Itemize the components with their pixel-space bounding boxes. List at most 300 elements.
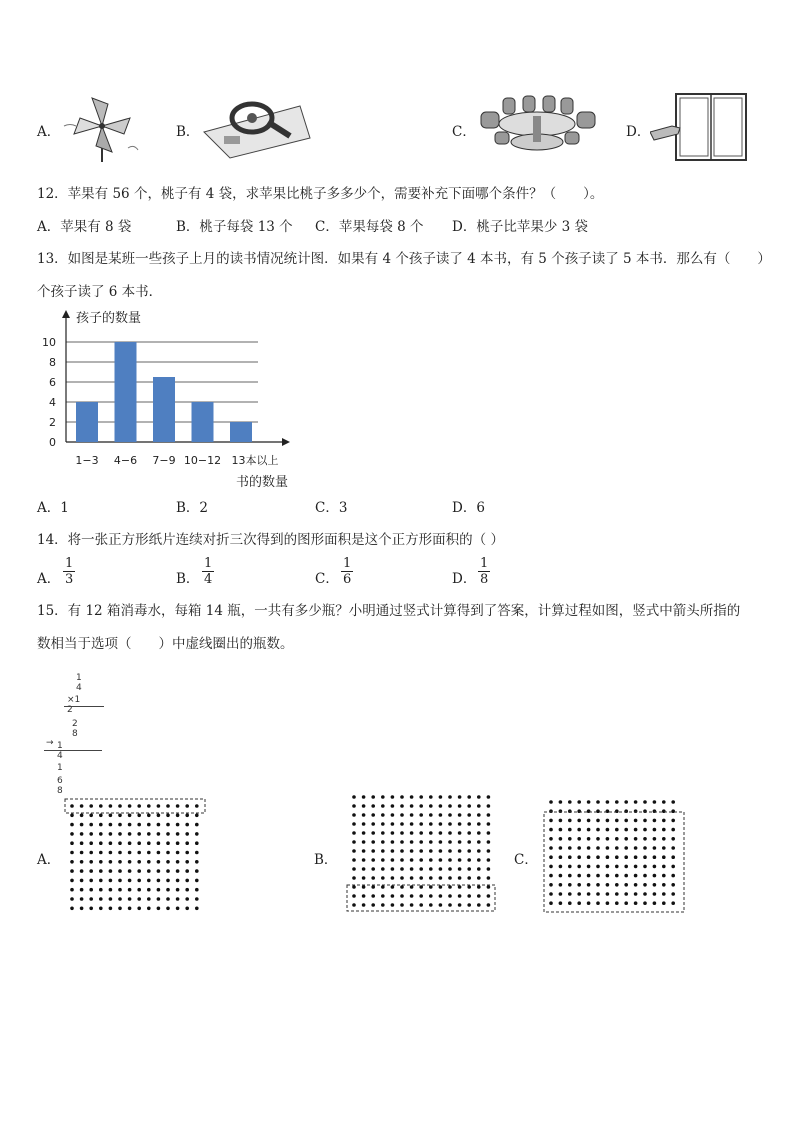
bottle-dot <box>157 869 161 873</box>
bottle-dot <box>653 874 657 878</box>
vm-line1 <box>64 706 104 707</box>
bottle-dot <box>467 903 471 907</box>
x-tick-label: 13本以上 <box>231 454 279 467</box>
bottle-dot <box>362 840 366 844</box>
bottle-dot <box>109 804 113 808</box>
bottle-dot <box>467 858 471 862</box>
bottle-dot <box>410 831 414 835</box>
bottle-dot <box>400 840 404 844</box>
bottle-dot <box>662 846 666 850</box>
bottle-dot <box>80 869 84 873</box>
bottle-dot <box>70 832 74 836</box>
bottle-dot <box>99 823 103 827</box>
bottle-dot <box>89 888 93 892</box>
bottle-dot <box>615 874 619 878</box>
bottle-dot <box>568 874 572 878</box>
bottle-dot <box>606 874 610 878</box>
bottle-dot <box>671 855 675 859</box>
bottle-dot <box>568 865 572 869</box>
bottle-dot <box>653 883 657 887</box>
bottle-dot <box>128 897 132 901</box>
y-tick-label: 8 <box>49 356 56 369</box>
bottle-dot <box>147 860 151 864</box>
bottle-dot <box>185 851 189 855</box>
bottle-dot <box>89 823 93 827</box>
bottle-dot <box>643 837 647 841</box>
bottle-dot <box>362 867 366 871</box>
bottle-dot <box>671 883 675 887</box>
bottle-dot <box>371 885 375 889</box>
bottle-dot <box>624 892 628 896</box>
bottle-dot <box>185 860 189 864</box>
q12-option-d[interactable]: D．桃子比苹果少 3 袋 <box>452 219 588 235</box>
bottle-dot <box>195 814 199 818</box>
bottle-dot <box>568 901 572 905</box>
vm-row1: 1 4 <box>76 673 91 693</box>
bottle-dot <box>381 885 385 889</box>
bottle-dot <box>419 903 423 907</box>
q15-stem-line2: 数相当于选项（ ）中虚线圈出的瓶数。 <box>37 636 294 652</box>
bottle-dot <box>118 804 122 808</box>
bottle-dot <box>615 837 619 841</box>
bottle-dot <box>80 851 84 855</box>
bottle-dot <box>477 822 481 826</box>
bottle-dot <box>458 813 462 817</box>
bottle-dot <box>195 832 199 836</box>
bottle-dot <box>128 804 132 808</box>
bottle-dot <box>381 840 385 844</box>
bottle-dot <box>419 822 423 826</box>
bottle-dot <box>615 855 619 859</box>
bottle-dot <box>128 823 132 827</box>
bottle-dot <box>643 883 647 887</box>
option-label: A． <box>37 571 61 587</box>
bottle-dot <box>362 813 366 817</box>
bottle-dot <box>166 841 170 845</box>
bottle-dot <box>606 892 610 896</box>
bottle-dot <box>371 903 375 907</box>
bottle-dot <box>439 876 443 880</box>
bottle-dot <box>587 846 591 850</box>
bottle-dot <box>400 822 404 826</box>
bottle-dot <box>80 823 84 827</box>
bottle-dot <box>195 907 199 911</box>
bottle-dot <box>577 883 581 887</box>
bottle-dot <box>458 903 462 907</box>
bottle-dot <box>662 865 666 869</box>
bottle-dot <box>477 795 481 799</box>
bottle-dot <box>147 841 151 845</box>
bottle-dot <box>653 855 657 859</box>
bottle-dot <box>559 892 563 896</box>
bottle-dot <box>400 795 404 799</box>
q13-option-b[interactable]: B．2 <box>176 500 209 516</box>
bottle-dot <box>419 876 423 880</box>
bottle-dot <box>391 831 395 835</box>
bottle-dot <box>70 897 74 901</box>
bottle-dot <box>477 813 481 817</box>
bottle-dot <box>176 804 180 808</box>
bottle-dot <box>624 828 628 832</box>
bottle-dot <box>643 855 647 859</box>
bottle-dot <box>118 869 122 873</box>
bottle-dot <box>587 828 591 832</box>
bottle-dot <box>362 876 366 880</box>
bottle-dot <box>671 819 675 823</box>
bottle-dot <box>176 814 180 818</box>
bottle-dot <box>458 858 462 862</box>
bottle-dot <box>419 804 423 808</box>
bottle-dot <box>549 846 553 850</box>
bottle-dot <box>109 823 113 827</box>
bottle-dot <box>89 841 93 845</box>
bottle-dot <box>559 855 563 859</box>
bottle-dot <box>176 860 180 864</box>
bottle-dot <box>439 795 443 799</box>
bottle-dot <box>587 837 591 841</box>
bottle-dot <box>381 795 385 799</box>
bottle-dot <box>352 804 356 808</box>
bottle-dot <box>128 888 132 892</box>
dot-grid-top-row-circled <box>62 796 210 918</box>
bottle-dot <box>157 860 161 864</box>
bottle-dot <box>371 822 375 826</box>
bottle-dot <box>587 874 591 878</box>
bottle-dot <box>166 888 170 892</box>
bottle-dot <box>587 901 591 905</box>
bottle-dot <box>109 851 113 855</box>
fraction <box>202 556 214 587</box>
bottle-dot <box>410 849 414 853</box>
bottle-dot <box>89 897 93 901</box>
bottle-dot <box>587 800 591 804</box>
bottle-dot <box>448 858 452 862</box>
bar-chart <box>30 302 310 492</box>
bottle-dot <box>157 804 161 808</box>
fraction <box>63 556 75 587</box>
bottle-dot <box>587 855 591 859</box>
bottle-dot <box>109 832 113 836</box>
bottle-dot <box>157 879 161 883</box>
bottle-dot <box>429 849 433 853</box>
denominator: 3 <box>65 572 74 587</box>
bottle-dot <box>381 813 385 817</box>
bottle-dot <box>352 795 356 799</box>
bottle-dot <box>568 837 572 841</box>
bottle-dot <box>477 840 481 844</box>
bottle-dot <box>185 814 189 818</box>
option-label: D． <box>452 571 477 587</box>
bottle-dot <box>634 855 638 859</box>
q13-option-a[interactable]: A．1 <box>37 500 69 516</box>
dashed-circle <box>544 812 684 912</box>
bottle-dot <box>70 814 74 818</box>
vm-row5: 1 6 8 <box>57 763 72 796</box>
bottle-dot <box>166 879 170 883</box>
bottle-dot <box>157 888 161 892</box>
bottle-dot <box>596 892 600 896</box>
bottle-dot <box>391 813 395 817</box>
bottle-dot <box>643 901 647 905</box>
bottle-dot <box>147 851 151 855</box>
bottle-dot <box>109 869 113 873</box>
bottle-dot <box>549 865 553 869</box>
bottle-dot <box>80 907 84 911</box>
bottle-dot <box>549 883 553 887</box>
bottle-dot <box>195 823 199 827</box>
bottle-dot <box>624 837 628 841</box>
y-tick-label: 2 <box>49 416 56 429</box>
bottle-dot <box>118 832 122 836</box>
bar <box>115 342 137 442</box>
bottle-dot <box>662 800 666 804</box>
fraction <box>478 556 490 587</box>
bar <box>230 422 252 442</box>
bottle-dot <box>448 849 452 853</box>
bottle-dot <box>99 897 103 901</box>
q12-option-c[interactable]: C．苹果每袋 8 个 <box>315 219 424 235</box>
bottle-dot <box>568 819 572 823</box>
bottle-dot <box>371 894 375 898</box>
bottle-dot <box>662 819 666 823</box>
bottle-dot <box>634 901 638 905</box>
bottle-dot <box>643 874 647 878</box>
bottle-dot <box>195 888 199 892</box>
bottle-dot <box>487 804 491 808</box>
q13-option-d[interactable]: D．6 <box>452 500 485 516</box>
bottle-dot <box>634 874 638 878</box>
bottle-dot <box>195 869 199 873</box>
bottle-dot <box>147 804 151 808</box>
bottle-dot <box>458 840 462 844</box>
bottle-dot <box>362 822 366 826</box>
bottle-dot <box>662 828 666 832</box>
bottle-dot <box>448 876 452 880</box>
bottle-dot <box>577 846 581 850</box>
bottle-dot <box>671 846 675 850</box>
bottle-dot <box>643 800 647 804</box>
bottle-dot <box>671 901 675 905</box>
bottle-dot <box>70 823 74 827</box>
bottle-dot <box>624 855 628 859</box>
bottle-dot <box>587 883 591 887</box>
bottle-dot <box>606 865 610 869</box>
bottle-dot <box>381 876 385 880</box>
bottle-dot <box>429 813 433 817</box>
bottle-dot <box>653 865 657 869</box>
bottle-dot <box>166 804 170 808</box>
bottle-dot <box>99 869 103 873</box>
bottle-dot <box>487 822 491 826</box>
option-label: B． <box>176 571 200 587</box>
bottle-dot <box>448 894 452 898</box>
bottle-dot <box>70 869 74 873</box>
bottle-dot <box>128 869 132 873</box>
bottle-dot <box>439 813 443 817</box>
q12-option-a[interactable]: A．苹果有 8 袋 <box>37 219 132 235</box>
bottle-dot <box>467 849 471 853</box>
bottle-dot <box>419 831 423 835</box>
bottle-dot <box>109 860 113 864</box>
bottle-dot <box>662 883 666 887</box>
bottle-dot <box>185 897 189 901</box>
bottle-dot <box>487 876 491 880</box>
bottle-dot <box>624 800 628 804</box>
bottle-dot <box>458 795 462 799</box>
q13-option-c[interactable]: C．3 <box>315 500 348 516</box>
x-tick-label: 10−12 <box>183 454 222 467</box>
bottle-dot <box>487 885 491 889</box>
y-tick-label: 6 <box>49 376 56 389</box>
option-label: C． <box>315 571 339 587</box>
bottle-dot <box>118 897 122 901</box>
bottle-dot <box>147 907 151 911</box>
bottle-dot <box>137 823 141 827</box>
bottle-dot <box>381 822 385 826</box>
bottle-dot <box>137 804 141 808</box>
bottle-dot <box>371 849 375 853</box>
bottle-dot <box>568 800 572 804</box>
bottle-dot <box>410 804 414 808</box>
bottle-dot <box>137 832 141 836</box>
bottle-dot <box>166 814 170 818</box>
bottle-dot <box>606 846 610 850</box>
bottle-dot <box>643 846 647 850</box>
bottle-dot <box>70 841 74 845</box>
bottle-dot <box>429 840 433 844</box>
bottle-dot <box>596 828 600 832</box>
bottle-dot <box>587 819 591 823</box>
bottle-dot <box>671 828 675 832</box>
bottle-dot <box>410 840 414 844</box>
vm-row4: 1 4 <box>57 741 81 761</box>
vm-arrow: → <box>46 738 54 748</box>
bottle-dot <box>467 822 471 826</box>
bottle-dot <box>419 813 423 817</box>
q15-stem-line1: 15．有 12 箱消毒水，每箱 14 瓶，一共有多少瓶？小明通过竖式计算得到了答案，计算过程如图，竖式中箭头所指的 <box>37 603 741 619</box>
bottle-dot <box>137 814 141 818</box>
bottle-dot <box>352 867 356 871</box>
bottle-dot <box>362 894 366 898</box>
bottle-dot <box>147 897 151 901</box>
y-axis-arrow <box>62 310 70 318</box>
bottle-dot <box>176 897 180 901</box>
bottle-dot <box>487 813 491 817</box>
bottle-dot <box>634 846 638 850</box>
bottle-dot <box>448 822 452 826</box>
bottle-dot <box>634 800 638 804</box>
bottle-dot <box>662 874 666 878</box>
bottle-dot <box>624 901 628 905</box>
bottle-dot <box>458 894 462 898</box>
bottle-dot <box>662 837 666 841</box>
carousel-icon <box>477 94 599 158</box>
bottle-dot <box>419 840 423 844</box>
bottle-dot <box>176 832 180 836</box>
bottle-dot <box>362 795 366 799</box>
bottle-dot <box>137 841 141 845</box>
q12-option-b[interactable]: B．桃子每袋 13 个 <box>176 219 293 235</box>
bottle-dot <box>448 795 452 799</box>
bottle-dot <box>109 907 113 911</box>
bottle-dot <box>467 876 471 880</box>
bottle-dot <box>419 894 423 898</box>
bottle-dot <box>671 800 675 804</box>
bottle-dot <box>185 907 189 911</box>
numerator: 1 <box>65 556 74 571</box>
bottle-dot <box>371 867 375 871</box>
bottle-dot <box>439 858 443 862</box>
bottle-dot <box>559 800 563 804</box>
bottle-dot <box>400 858 404 862</box>
bottle-dot <box>176 851 180 855</box>
bottle-dot <box>429 876 433 880</box>
bottle-dot <box>128 907 132 911</box>
bottle-dot <box>176 907 180 911</box>
dashed-circle <box>347 885 495 911</box>
bottle-dot <box>615 828 619 832</box>
bottle-dot <box>137 851 141 855</box>
bottle-dot <box>606 837 610 841</box>
bottle-dot <box>559 837 563 841</box>
bottle-dot <box>118 823 122 827</box>
bottle-dot <box>643 865 647 869</box>
bottle-dot <box>477 804 481 808</box>
bottle-dot <box>467 795 471 799</box>
bottle-dot <box>352 894 356 898</box>
bottle-dot <box>80 860 84 864</box>
bottle-dot <box>549 892 553 896</box>
bottle-dot <box>109 814 113 818</box>
bottle-dot <box>577 855 581 859</box>
bottle-dot <box>391 867 395 871</box>
bottle-dot <box>391 894 395 898</box>
bottle-dot <box>559 846 563 850</box>
bottle-dot <box>99 860 103 864</box>
bottle-dot <box>577 865 581 869</box>
bottle-dot <box>80 879 84 883</box>
denominator: 8 <box>480 572 489 587</box>
bottle-dot <box>568 892 572 896</box>
bottle-dot <box>137 897 141 901</box>
bottle-dot <box>109 841 113 845</box>
bottle-dot <box>448 903 452 907</box>
bottle-dot <box>185 869 189 873</box>
bottle-dot <box>634 883 638 887</box>
bottle-dot <box>448 813 452 817</box>
bottle-dot <box>568 883 572 887</box>
bottle-dot <box>80 841 84 845</box>
bottle-dot <box>467 894 471 898</box>
bottle-dot <box>352 831 356 835</box>
bottle-dot <box>653 901 657 905</box>
bottle-dot <box>80 888 84 892</box>
bottle-dot <box>137 860 141 864</box>
bottle-dot <box>439 804 443 808</box>
steering-wheel-icon <box>200 92 312 160</box>
bottle-dot <box>439 831 443 835</box>
bottle-dot <box>487 831 491 835</box>
bottle-dot <box>577 892 581 896</box>
bottle-dot <box>99 841 103 845</box>
bottle-dot <box>352 858 356 862</box>
bottle-dot <box>118 907 122 911</box>
bottle-dot <box>615 865 619 869</box>
bottle-dot <box>587 865 591 869</box>
bottle-dot <box>391 885 395 889</box>
bottle-dot <box>467 840 471 844</box>
bottle-dot <box>410 822 414 826</box>
